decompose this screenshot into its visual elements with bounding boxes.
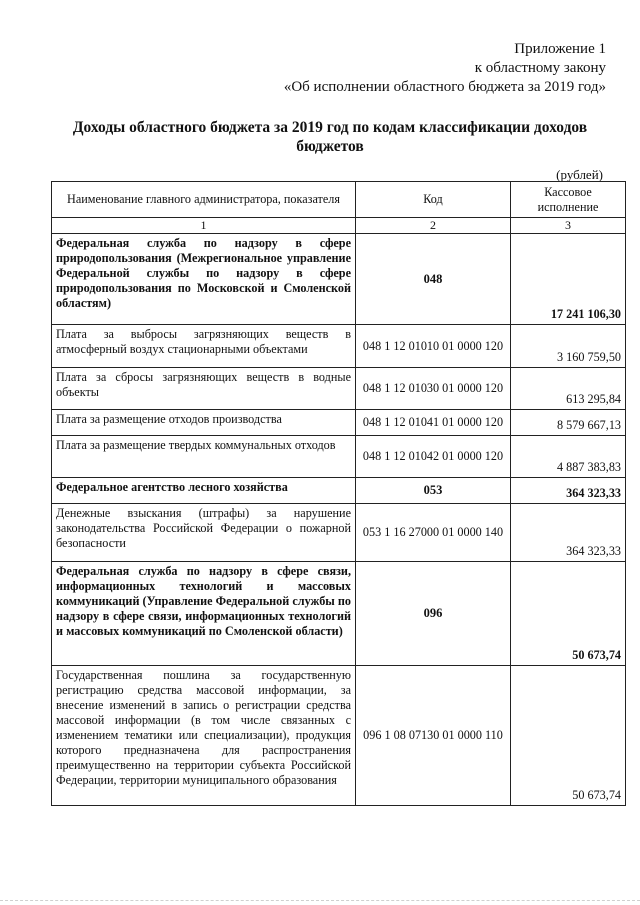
row-name: Плата за выбросы загрязняющих веществ в атмосферный воздух стационарными объектами — [52, 325, 356, 368]
row-name: Федеральное агентство лесного хозяйства — [52, 478, 356, 504]
row-name: Государственная пошлина за государственную регистрацию средства массовой информации, за внесение изменений в запись о регистрации средства массовой информации (в том числе связанных с изменением тематики или специализации), продукция которого предназначена для распространения преимущественно на территории субъекта Российской Федерации, территории муниципального образования — [52, 666, 356, 806]
appendix-header — [284, 40, 606, 97]
table-row — [52, 410, 626, 436]
row-code: 048 — [356, 234, 511, 325]
table-row — [52, 368, 626, 410]
col-number-3: 3 — [511, 218, 626, 234]
document-title — [60, 118, 600, 156]
units-label: (рублей) — [556, 167, 603, 182]
row-sum: 8 579 667,13 — [511, 410, 626, 436]
appendix-line-2: к областному закону — [474, 60, 606, 76]
row-code: 048 1 12 01010 01 0000 120 — [356, 325, 511, 368]
row-name: Денежные взыскания (штрафы) за нарушение законодательства Российской Федерации о пожарной безопасности — [52, 504, 356, 562]
appendix-line-1: Приложение 1 — [514, 41, 606, 57]
appendix-line-3: «Об исполнении областного бюджета за 2019 год» — [283, 79, 606, 95]
row-code: 096 — [356, 562, 511, 666]
title-line-1: Доходы областного бюджета за 2019 год по кодам классификации доходов — [72, 119, 588, 136]
page-bottom-edge — [0, 900, 640, 905]
row-sum: 364 323,33 — [511, 504, 626, 562]
col-number-2: 2 — [356, 218, 511, 234]
row-code: 053 — [356, 478, 511, 504]
table-row — [52, 666, 626, 806]
row-name: Федеральная служба по надзору в сфере связи, информационных технологий и массовых коммуникаций (Управление Федеральной службы по надзору в сфере связи, информационных технологий и массовых коммуникаций по Смоленской области) — [52, 562, 356, 666]
row-sum: 364 323,33 — [511, 478, 626, 504]
row-sum: 613 295,84 — [511, 368, 626, 410]
table-row — [52, 325, 626, 368]
row-sum: 17 241 106,30 — [511, 234, 626, 325]
row-code: 096 1 08 07130 01 0000 110 — [356, 666, 511, 806]
header-name: Наименование главного администратора, показателя — [52, 182, 356, 218]
row-name: Федеральная служба по надзору в сфере природопользования (Межрегиональное управление Федеральной службы по надзору в сфере природопользования по Московской и Смоленской областям) — [52, 234, 356, 325]
row-sum: 50 673,74 — [511, 562, 626, 666]
table-row — [52, 234, 626, 325]
title-line-2: бюджетов — [296, 138, 364, 155]
revenue-table — [51, 181, 626, 806]
row-sum: 4 887 383,83 — [511, 436, 626, 478]
row-sum: 3 160 759,50 — [511, 325, 626, 368]
row-code: 053 1 16 27000 01 0000 140 — [356, 504, 511, 562]
row-name: Плата за сбросы загрязняющих веществ в водные объекты — [52, 368, 356, 410]
row-name: Плата за размещение отходов производства — [52, 410, 356, 436]
table-row — [52, 562, 626, 666]
table-row — [52, 504, 626, 562]
table-row — [52, 436, 626, 478]
row-code: 048 1 12 01041 01 0000 120 — [356, 410, 511, 436]
col-number-1: 1 — [52, 218, 356, 234]
row-code: 048 1 12 01042 01 0000 120 — [356, 436, 511, 478]
row-code: 048 1 12 01030 01 0000 120 — [356, 368, 511, 410]
header-sum: Кассовое исполнение — [511, 182, 626, 218]
header-code: Код — [356, 182, 511, 218]
row-sum: 50 673,74 — [511, 666, 626, 806]
row-name: Плата за размещение твердых коммунальных отходов — [52, 436, 356, 478]
table-row — [52, 478, 626, 504]
